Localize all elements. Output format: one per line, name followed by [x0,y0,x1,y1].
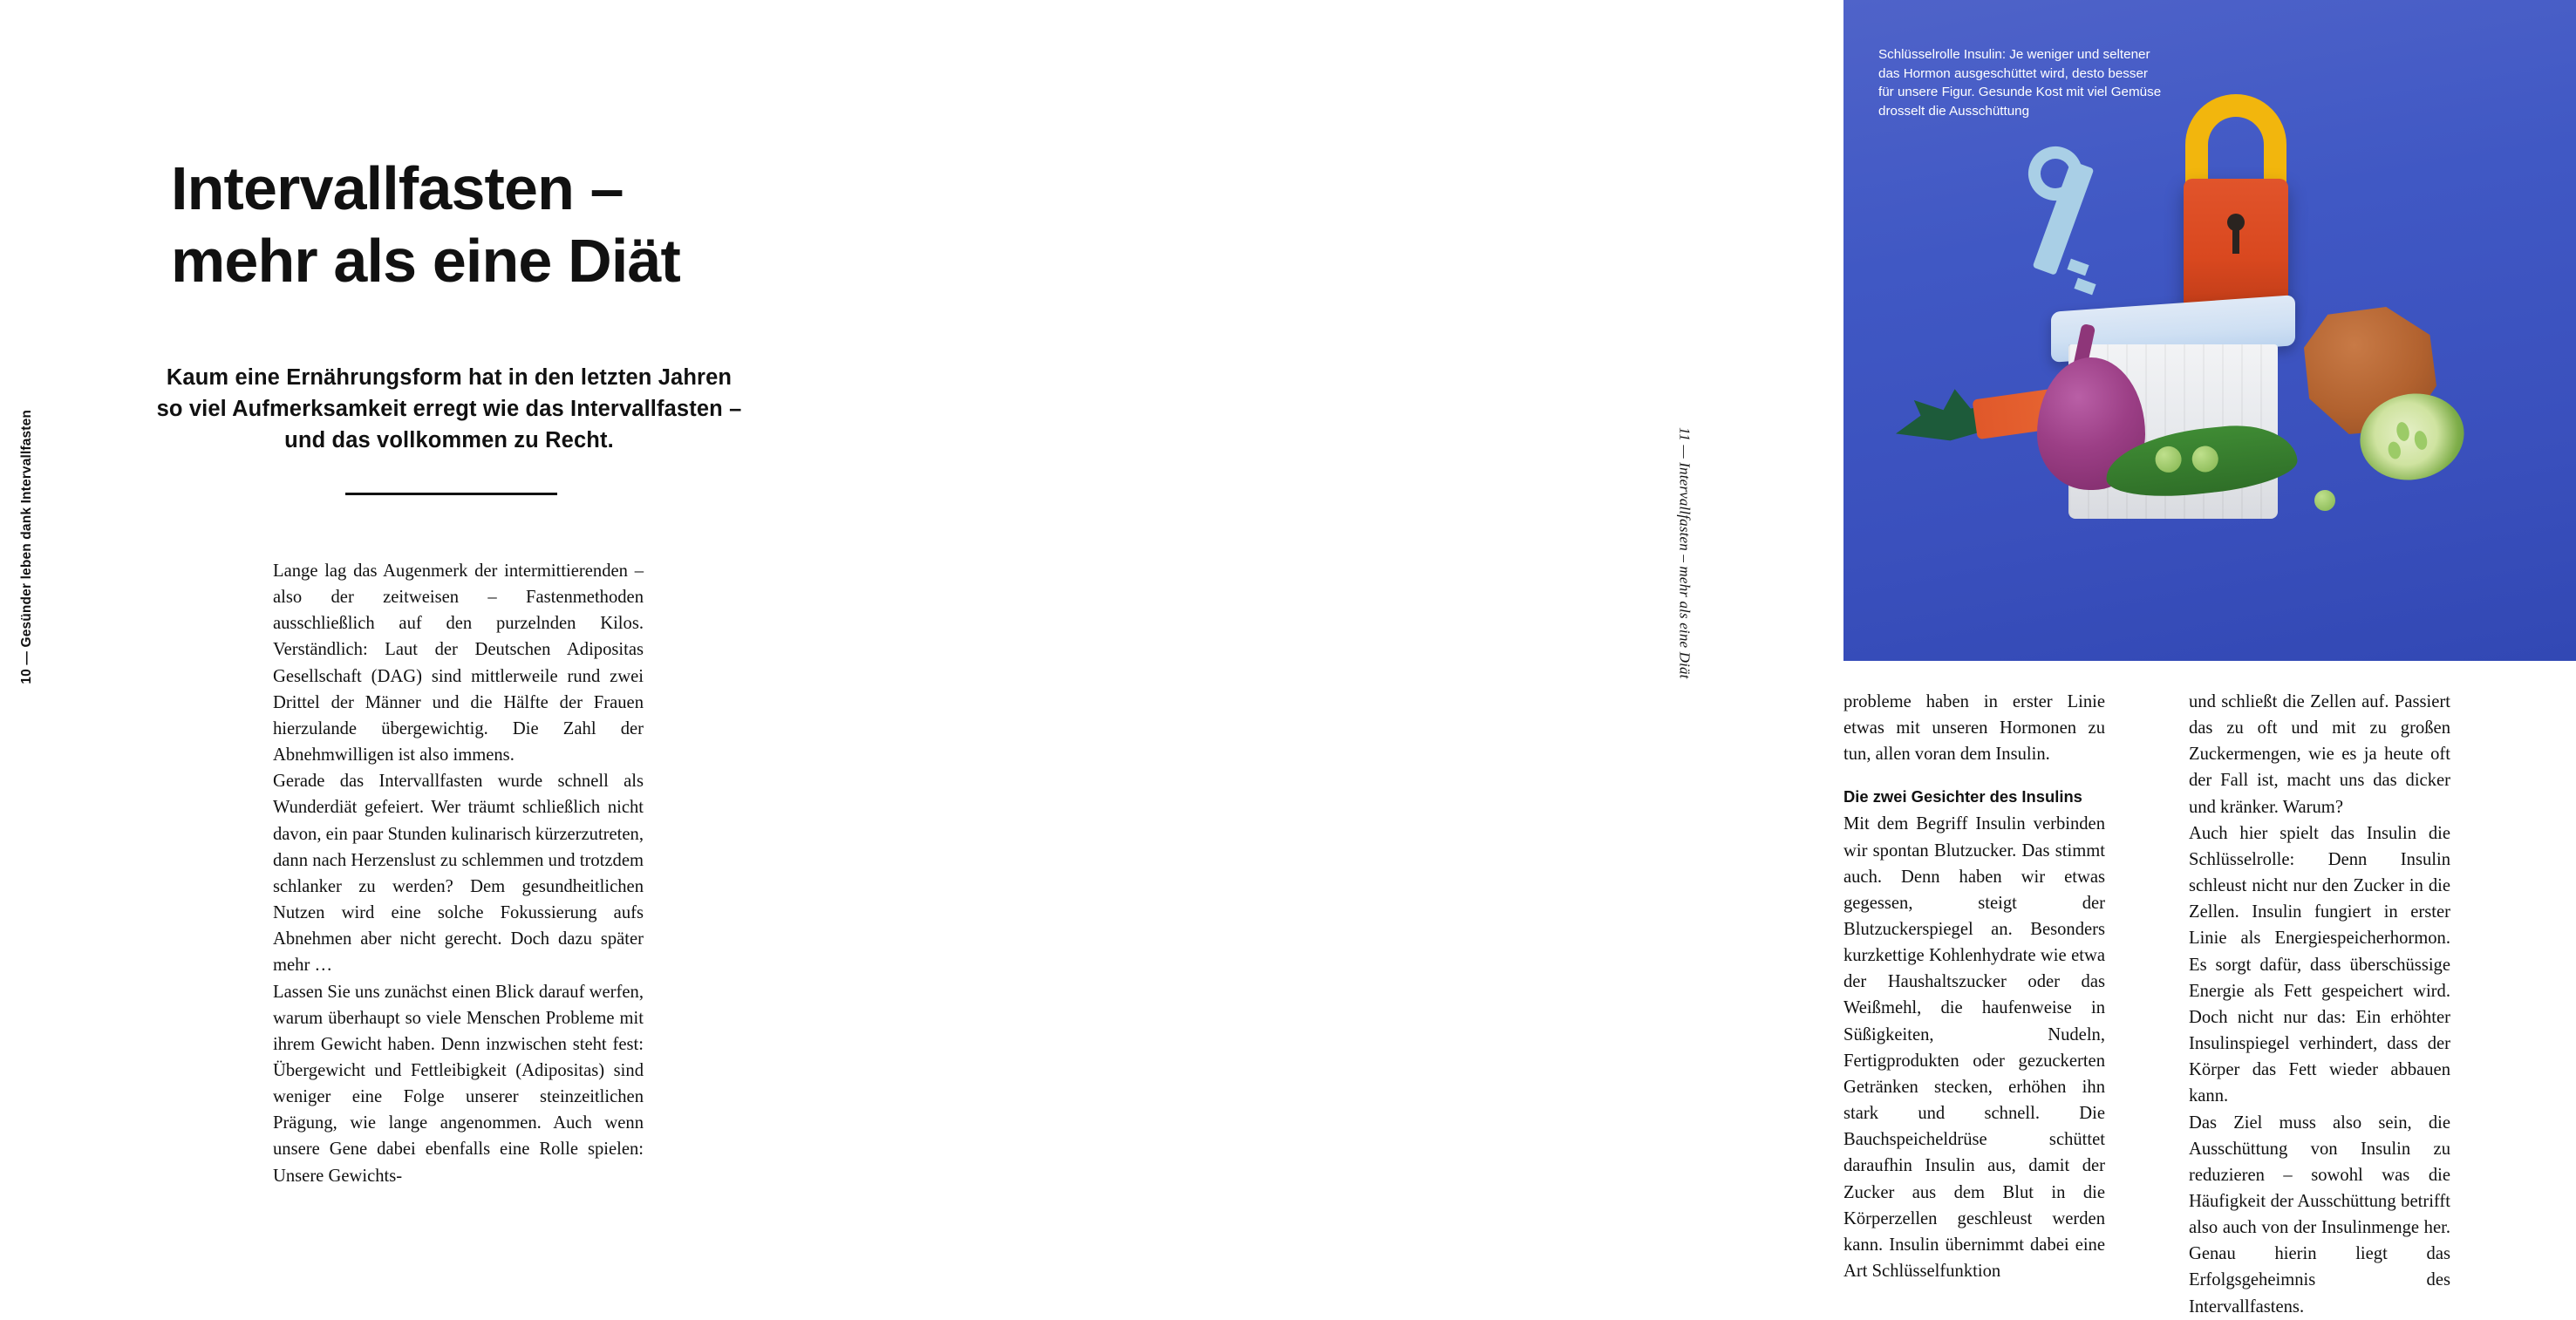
right-page-column-1 [1843,689,2105,1284]
photo-caption: Schlüsselrolle Insulin: Je weniger und seltener das Hormon ausgeschüttet wird, desto besser für unsere Figur. Gesunde Kost mit viel Gemüse drosselt die Ausschüttung [1878,47,2162,119]
column-1-intro-paragraph: probleme haben in erster Linie etwas mit unseren Hormonen zu tun, allen voran dem Insulin. [1843,692,2105,765]
standfirst-line-1: Kaum eine Ernährungsform hat in den letzten Jahren [166,365,733,390]
body-paragraph: Lange lag das Augenmerk der intermittierenden – also der zeitweisen – Fastenmethoden ausschließlich auf den purzelnden Kilos. Verständlich: Laut der Deutschen Adipositas Gesellschaft (DAG) sind mittlerweile rund zwei Drittel der Männer und die Hälfte der Frauen hierzulande übergewichtig. Die Zahl der Abnehmwilligen ist also immens. [273,561,644,765]
right-page [919,0,2450,1317]
left-page-running-head: 10 — Gesünder leben dank Intervallfasten [19,410,34,684]
left-page-body-text [273,558,644,1189]
column-2-body-paragraph: Auch hier spielt das Insulin die Schlüsselrolle: Denn Insulin schleust nicht nur den Zucker in die Zellen. Insulin fungiert in erster Linie als Energiespeicherhormon. Es sorgt dafür, dass überschüssige Energie als Fett gespeichert wird. Doch nicht nur das: Ein erhöhter Insulinspiegel verhindert, dass der Körper das Fett wieder abbauen kann. [2189,823,2450,1106]
headline-line-1: Intervallfasten – [171,154,624,222]
right-page-column-2 [2189,689,2450,1320]
column-2-body-paragraph: und schließt die Zellen auf. Passiert das zu oft und mit zu großen Zuckermengen, wie es ja heute oft der Fall ist, macht uns das dicker und kränker. Warum? [2189,692,2450,817]
cucumber-seed [2413,430,2429,451]
page-title [171,153,781,296]
subheading: Die zwei Gesichter des Insulins [1843,787,2082,806]
left-page [0,0,919,1199]
body-paragraph: Gerade das Intervallfasten wurde schnell als Wunderdiät gefeiert. Wer träumt schließlich nicht davon, ein paar Stunden kulinarisch kürzerzutreten, dann nach Herzenslust zu schlemmen und trotzdem schlanker zu werden? Dem gesundheitlichen Nutzen wird eine solche Fokussierung aufs Abnehmen aber nicht gerecht. Doch dazu später mehr … [273,772,644,976]
pea [2191,445,2219,473]
body-paragraph: Lassen Sie uns zunächst einen Blick darauf werfen, warum überhaupt so viele Menschen Probleme mit ihrem Gewicht haben. Denn inzwischen steht fest: Übergewicht und Fettleibigkeit (Adipositas) sind weniger eine Folge unserer steinzeitlichen Prägung, wie lange angenommen. Auch wenn unsere Gene dabei ebenfalls eine Rolle spielen: Unsere Gewichts- [273,982,644,1186]
feature-photo [1843,0,2576,661]
cucumber-seed [2387,440,2402,459]
pea-loose [2314,490,2335,511]
keyhole-icon [2227,214,2245,231]
standfirst-line-3: und das vollkommen zu Recht. [284,428,614,453]
key-tooth [2074,278,2096,296]
standfirst-line-2: so viel Aufmerksamkeit erregt wie das Intervallfasten – [156,397,742,422]
column-2-body-paragraph: Das Ziel muss also sein, die Ausschüttung von Insulin zu reduzieren – sowohl was die Häufigkeit der Ausschüttung betrifft also auch von der Insulinmenge her. Genau hierin liegt das Erfolgsgeheimnis des Intervallfastens. [2189,1112,2450,1317]
headline-line-2: mehr als eine Diät [171,226,681,295]
section-divider [345,493,557,495]
key-tooth [2067,259,2089,276]
column-1-body-paragraph: Mit dem Begriff Insulin verbinden wir spontan Blutzucker. Das stimmt auch. Denn haben wir etwas gegessen, steigt der Blutzuckerspiegel an. Besonders kurzkettige Kohlenhydrate wie etwa der Haushaltszucker oder das Weißmehl, die haufenweise in Süßigkeiten, Nudeln, Fertigprodukten oder gezuckerten Getränken stecken, erhöhen ihn stark und schnell. Die Bauchspeicheldrüse schüttet daraufhin Insulin aus, damit der Zucker aus dem Blut in die Körperzellen geschleust werden kann. Insulin übernimmt dabei eine Art Schlüsselfunktion [1843,814,2105,1282]
cucumber-seed [2395,421,2410,442]
pea [2154,445,2183,473]
standfirst [131,362,767,457]
right-page-running-head: 11 — Intervallfasten – mehr als eine Diät [1677,427,1693,679]
